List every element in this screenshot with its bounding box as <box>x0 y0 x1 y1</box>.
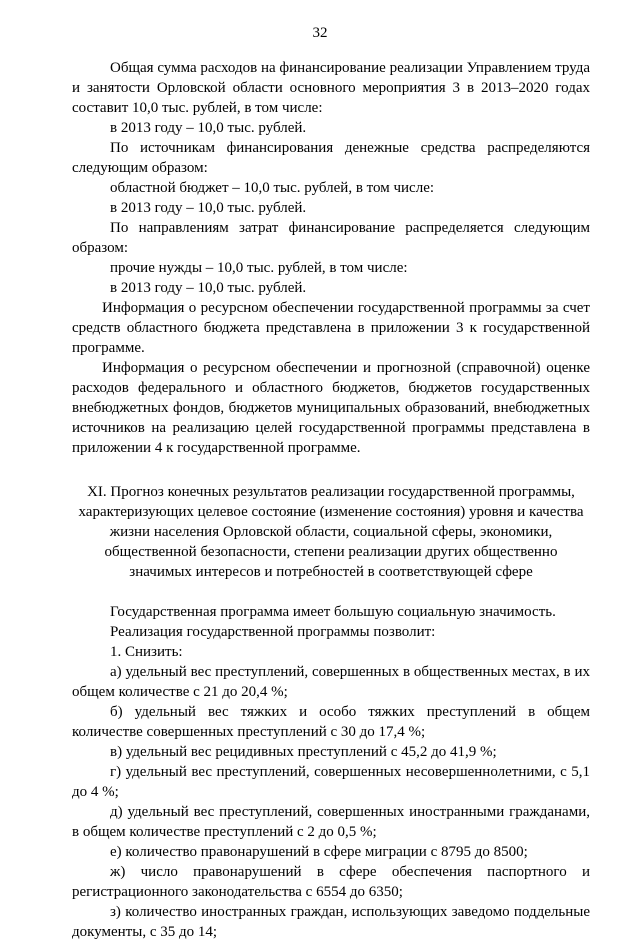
section-heading: XI. Прогноз конечных результатов реализации государственной программы, характеризующих целевое состояние (изменение состояния) уровня и качества жизни населения Орловской области, социальной сферы, экономики, общественной безопасности, степени реализации других общественно значимых интересов и потребностей в соответствующей сфере <box>78 484 584 580</box>
paragraph-funding-sources: По источникам финансирования денежные средства распределяются следующим образом: <box>72 140 590 176</box>
paragraph-other-needs: прочие нужды – 10,0 тыс. рублей, в том числе: <box>110 260 408 276</box>
list-heading-reduce: 1. Снизить: <box>110 644 183 660</box>
spacer <box>72 582 590 602</box>
page-number: 32 <box>312 25 328 41</box>
list-item-v: в) удельный вес рецидивных преступлений с 45,2 до 41,9 %; <box>110 744 497 760</box>
paragraph-2013-amount: в 2013 году – 10,0 тыс. рублей. <box>110 120 307 136</box>
paragraph-regional-budget: областной бюджет – 10,0 тыс. рублей, в том числе: <box>110 180 435 196</box>
paragraph-total-expenses: Общая сумма расходов на финансирование реализации Управлением труда и занятости Орловской области основного мероприятия 3 в 2013–2020 годах составит 10,0 тыс. рублей, в том числе: <box>72 60 590 116</box>
list-item-e: е) количество правонарушений в сфере миграции с 8795 до 8500; <box>110 844 528 860</box>
list-item-z: з) количество иностранных граждан, использующих заведомо поддельные документы, с 35 до 14; <box>72 904 590 940</box>
paragraph-social-significance: Государственная программа имеет большую социальную значимость. <box>110 604 556 620</box>
list-item-d: д) удельный вес преступлений, совершенных иностранными гражданами, в общем количестве преступлений с 2 до 0,5 %; <box>72 804 590 840</box>
paragraph-program-allows: Реализация государственной программы позволит: <box>110 624 436 640</box>
paragraph-cost-directions: По направлениям затрат финансирование распределяется следующим образом: <box>72 220 590 256</box>
document-body <box>72 58 590 942</box>
list-item-zh: ж) число правонарушений в сфере обеспечения паспортного и регистрационного законодательства с 6554 до 6350; <box>72 864 590 900</box>
paragraph-2013-amount-3: в 2013 году – 10,0 тыс. рублей. <box>110 280 307 296</box>
paragraph-appendix-4: Информация о ресурсном обеспечении и прогнозной (справочной) оценке расходов федерального и областного бюджетов, бюджетов государственных внебюджетных фондов, бюджетов муниципальных образований, внебюджетных источников на реализацию целей государственной программы представлена в приложении 4 к государственной программе. <box>72 360 590 456</box>
list-item-g: г) удельный вес преступлений, совершенных несовершеннолетними, с 5,1 до 4 %; <box>72 764 590 800</box>
paragraph-2013-amount-2: в 2013 году – 10,0 тыс. рублей. <box>110 200 307 216</box>
list-item-a: а) удельный вес преступлений, совершенных в общественных местах, в их общем количестве с 21 до 20,4 %; <box>72 664 590 700</box>
list-item-b: б) удельный вес тяжких и особо тяжких преступлений в общем количестве совершенных преступлений с 30 до 17,4 %; <box>72 704 590 740</box>
paragraph-appendix-3: Информация о ресурсном обеспечении государственной программы за счет средств областного бюджета представлена в приложении 3 к государственной программе. <box>72 300 590 356</box>
